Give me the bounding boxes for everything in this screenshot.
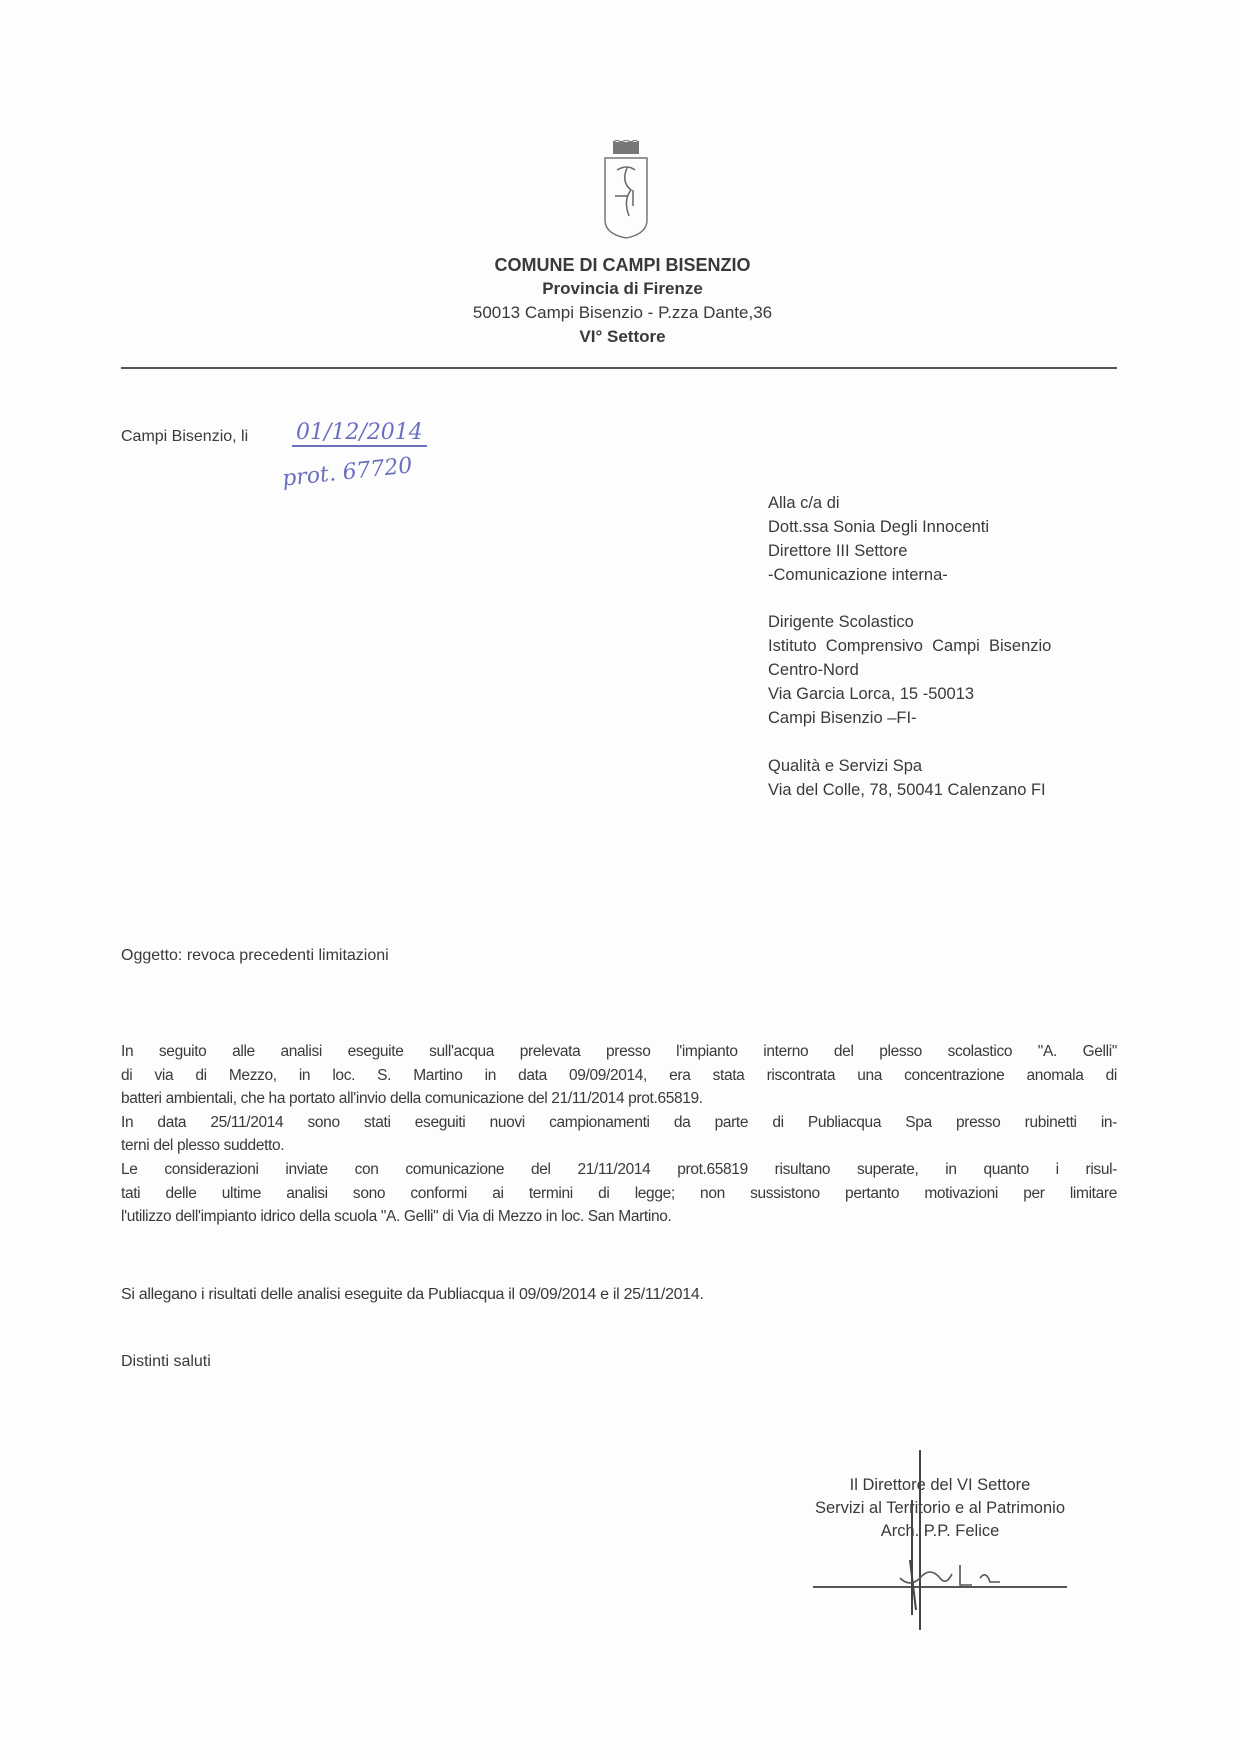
municipality-name: COMUNE DI CAMPI BISENZIO xyxy=(494,255,751,275)
recipient-line: Direttore III Settore xyxy=(768,542,908,560)
handwritten-protocol: prot. 67720 xyxy=(281,453,414,492)
body-line: tati delle ultime analisi sono conformi ai termini di legge; non sussistono pertanto motivazioni per limitare xyxy=(121,1184,1117,1202)
recipient-line: Campi Bisenzio –FI- xyxy=(768,709,917,727)
body-line: terni del plesso suddetto. xyxy=(121,1137,285,1155)
body-line: In data 25/11/2014 sono stati eseguiti nuovi campionamenti da parte di Publiacqua Spa presso rubinetti in- xyxy=(121,1113,1117,1131)
handwritten-signature-icon xyxy=(860,1440,1060,1640)
subject-line: Oggetto: revoca precedenti limitazioni xyxy=(121,947,389,964)
header-divider xyxy=(121,367,1117,369)
recipient-line: -Comunicazione interna- xyxy=(768,566,948,584)
recipient-line: Dirigente Scolastico xyxy=(768,613,914,631)
signer-title: Il Direttore del VI Settore xyxy=(849,1476,1031,1494)
body-line: In seguito alle analisi eseguite sull'acqua prelevata presso l'impianto interno del plesso scolastico "A. Gelli" xyxy=(121,1043,1117,1060)
recipient-block-1 xyxy=(768,491,989,587)
coat-of-arms-icon xyxy=(603,140,649,240)
recipient-line: Via Garcia Lorca, 15 -50013 xyxy=(768,685,975,703)
recipient-line: Qualità e Servizi Spa xyxy=(768,757,923,775)
handwritten-date: 01/12/2014 xyxy=(292,420,427,447)
province-name: Provincia di Firenze xyxy=(542,279,703,298)
recipient-line: Alla c/a di xyxy=(768,494,840,512)
department-name: VI° Settore xyxy=(579,327,666,346)
place-label: Campi Bisenzio, li xyxy=(121,428,249,445)
body-line: di via di Mezzo, in loc. S. Martino in data 09/09/2014, era stata riscontrata una concentrazione anomala di xyxy=(121,1066,1117,1084)
recipient-line: Via del Colle, 78, 50041 Calenzano FI xyxy=(768,781,1046,799)
attachments-note: Si allegano i risultati delle analisi eseguite da Publiacqua il 09/09/2014 e il 25/11/2014. xyxy=(121,1286,704,1303)
body-line: Le considerazioni inviate con comunicazione del 21/11/2014 prot.65819 risultano superate, in quanto i risul- xyxy=(121,1160,1117,1178)
closing-greeting: Distinti saluti xyxy=(121,1353,211,1370)
recipient-line: Dott.ssa Sonia Degli Innocenti xyxy=(768,518,990,536)
body-line: batteri ambientali, che ha portato all'invio della comunicazione del 21/11/2014 prot.65819. xyxy=(121,1090,703,1108)
recipient-line: Centro-Nord xyxy=(768,661,859,679)
signer-department: Servizi al Territorio e al Patrimonio xyxy=(814,1499,1066,1517)
recipient-block-2 xyxy=(768,610,1051,730)
body-line: l'utilizzo dell'impianto idrico della scuola "A. Gelli" di Via di Mezzo in loc. San Martino. xyxy=(121,1208,672,1226)
letter-body xyxy=(121,1040,1117,1229)
signer-name: Arch. P.P. Felice xyxy=(880,1522,1000,1540)
recipient-block-3 xyxy=(768,754,1046,802)
municipality-address: 50013 Campi Bisenzio - P.zza Dante,36 xyxy=(472,303,773,322)
recipient-line: Istituto Comprensivo Campi Bisenzio xyxy=(768,637,1052,655)
